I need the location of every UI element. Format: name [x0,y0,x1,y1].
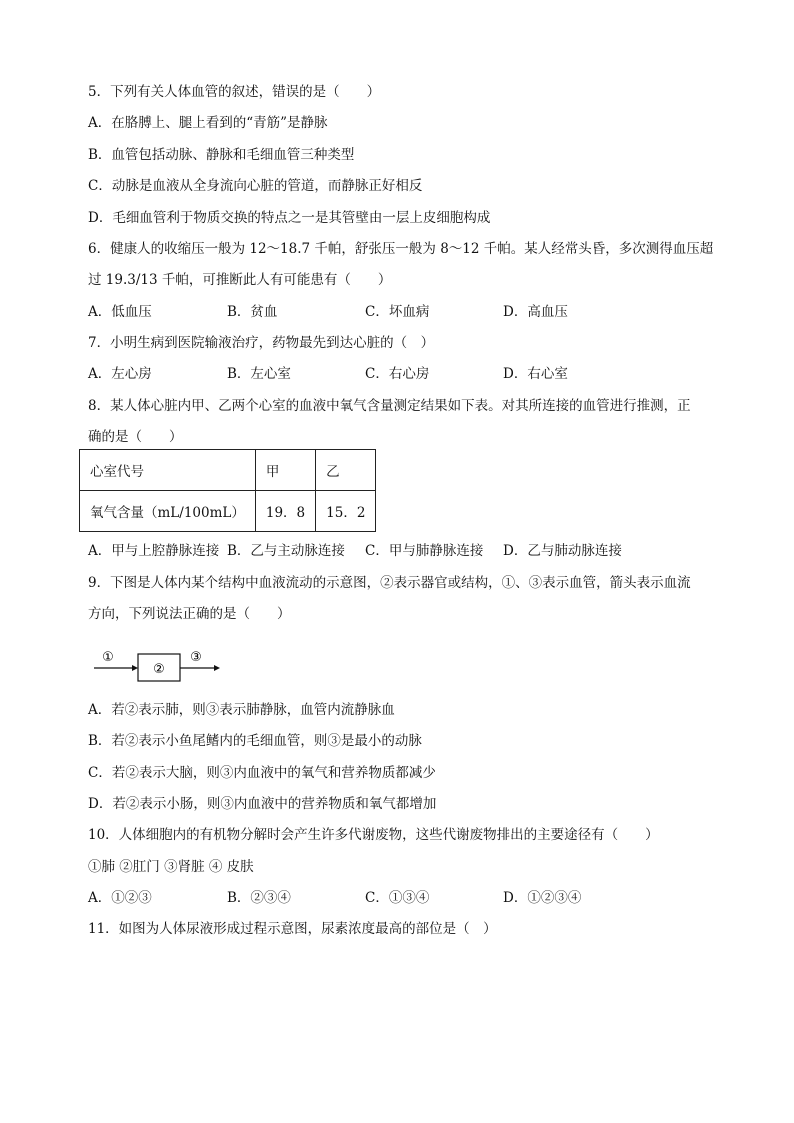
q5-option-a: A．在胳膊上、腿上看到的“青筋”是静脉 [88,115,328,131]
inflow-arrowhead-icon [132,665,138,671]
q7-option-a: A．左心房 [88,366,152,382]
q7-option-c: C．右心房 [365,366,430,382]
q5-option-c: C．动脉是血液从全身流向心脏的管道，而静脉正好相反 [88,178,423,194]
q9-option-c: C．若②表示大脑，则③内血液中的氧气和营养物质都减少 [88,765,436,781]
q5-option-d: D．毛细血管利于物质交换的特点之一是其管壁由一层上皮细胞构成 [88,210,491,226]
q5-option-b: B．血管包括动脉、静脉和毛细血管三种类型 [88,147,355,163]
q10-stem: 10．人体细胞内的有机物分解时会产生许多代谢废物，这些代谢废物排出的主要途径有（ ） [88,827,659,843]
organ-label: ② [153,662,165,677]
blood-flow-diagram [92,646,222,682]
q8-option-d: D．乙与肺动脉连接 [503,543,622,559]
q9-option-a: A．若②表示肺，则③表示肺静脉，血管内流静脉血 [88,702,395,718]
vessel-3-label: ③ [190,650,202,665]
q9-option-b: B．若②表示小鱼尾鳍内的毛细血管，则③是最小的动脉 [88,733,422,749]
q8-option-a: A．甲与上腔静脉连接 [88,543,220,559]
table-cell: 氧气含量（mL/100mL） [80,491,256,532]
q10-option-a: A．①②③ [88,890,152,906]
q8-stem-line2: 确的是（ ） [88,429,183,445]
q10-items: ①肺 ②肛门 ③肾脏 ④ 皮肤 [88,859,254,875]
table-row [80,450,376,491]
vessel-1-label: ① [102,650,114,665]
q6-option-d: D．高血压 [503,304,568,320]
oxygen-table [79,449,376,532]
q9-stem-line2: 方向，下列说法正确的是（ ） [88,606,291,622]
q10-option-d: D．①②③④ [503,890,582,906]
table-header-cell: 乙 [316,450,376,491]
q6-option-c: C．坏血病 [365,304,430,320]
q8-option-b: B．乙与主动脉连接 [227,543,345,559]
q6-option-a: A．低血压 [88,304,152,320]
table-header-cell: 甲 [255,450,315,491]
q6-stem-line1: 6．健康人的收缩压一般为 12～18.7 千帕，舒张压一般为 8～12 千帕。某人经常头昏，多次测得血压超 [88,241,714,257]
q9-stem-line1: 9．下图是人体内某个结构中血液流动的示意图，②表示器官或结构，①、③表示血管，箭头表示血流 [88,575,691,591]
q9-option-d: D．若②表示小肠，则③内血液中的营养物质和氧气都增加 [88,796,437,812]
q10-option-c: C．①③④ [365,890,430,906]
q7-option-d: D．右心室 [503,366,568,382]
q6-stem-line2: 过 19.3/13 千帕，可推断此人有可能患有（ ） [88,272,392,288]
table-cell: 19．8 [255,491,315,532]
q5-stem: 5．下列有关人体血管的叙述，错误的是（ ） [88,84,381,100]
table-header-cell: 心室代号 [80,450,256,491]
q7-option-b: B．左心室 [227,366,291,382]
q6-option-b: B．贫血 [227,304,278,320]
q8-stem-line1: 8．某人体心脏内甲、乙两个心室的血液中氧气含量测定结果如下表。对其所连接的血管进行推测，正 [88,398,691,414]
q11-stem: 11．如图为人体尿液形成过程示意图，尿素浓度最高的部位是（ ） [88,921,497,937]
q10-option-b: B．②③④ [227,890,291,906]
table-row [80,491,376,532]
table-cell: 15．2 [316,491,376,532]
q7-stem: 7．小明生病到医院输液治疗，药物最先到达心脏的（ ） [88,335,435,351]
q8-option-c: C．甲与肺静脉连接 [365,543,484,559]
outflow-arrowhead-icon [214,665,220,671]
